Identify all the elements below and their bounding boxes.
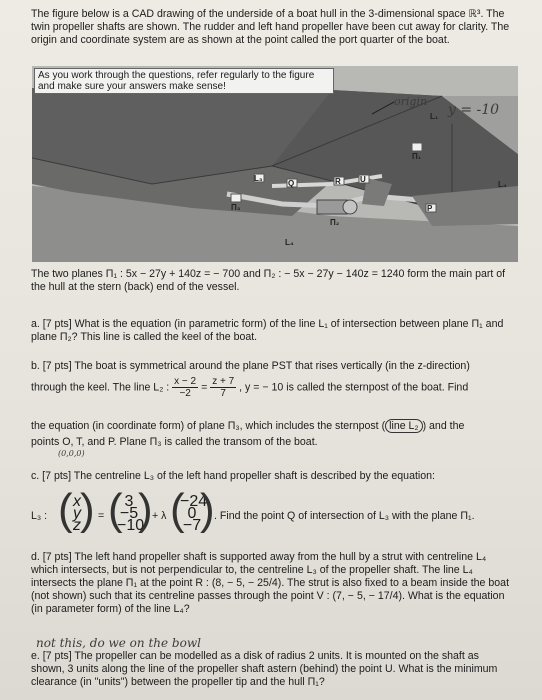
question-b-line3 xyxy=(31,420,509,433)
circled-line-l2: line L₂ xyxy=(385,419,422,433)
lambda: + λ xyxy=(152,510,167,522)
vec-x: x xyxy=(73,493,81,510)
dir-x: −24 xyxy=(180,493,208,510)
point-y: −5 xyxy=(119,505,139,522)
y-annotation: y = -10 xyxy=(448,102,500,118)
label-r: R xyxy=(335,177,341,186)
qc-find: . Find the point Q of intersection of L₃ with the plane Π₁. xyxy=(214,510,475,522)
paren-left-3: ( xyxy=(170,485,185,534)
equals-sign: = xyxy=(201,381,208,394)
fraction-z xyxy=(210,376,236,399)
fraction-x-num: x − 2 xyxy=(174,376,197,387)
label-l3: L₃ xyxy=(254,174,263,183)
vec-z: z xyxy=(73,517,81,534)
fraction-x-den: −2 xyxy=(179,388,191,399)
qb3-pre: the equation (in coordinate form) of plane Π₃, which includes the sternpost ( xyxy=(31,420,386,432)
question-e: e. [7 pts] The propeller can be modelled as a disk of radius 2 units. It is mounted on the shaft as shown, 3 units along the line of the propeller shaft astern (behind) the point U. What is the minimum clearance (in "units") between the propeller tip and the hull Π₁? xyxy=(31,650,498,688)
qb-prefix: through the keel. The line L₂ : xyxy=(31,381,170,394)
label-pi2: Π₂ xyxy=(330,218,340,227)
fraction-z-num: z + 7 xyxy=(212,376,235,387)
handwritten-note: not this, do we on the bowl xyxy=(36,636,201,650)
label-u: U xyxy=(360,175,366,184)
figure-callout: As you work through the questions, refer regularly to the figure and make sure your answers make sense! xyxy=(34,68,334,94)
dir-y: 0 xyxy=(187,505,197,522)
label-p: P xyxy=(427,204,433,213)
paren-left-1: ( xyxy=(58,485,73,534)
fraction-z-den: 7 xyxy=(220,388,226,399)
origin-annotation: origin xyxy=(394,95,428,108)
label-l4-bottom: L₄ xyxy=(285,238,294,247)
paren-left-2: ( xyxy=(108,485,123,534)
label-pi1: Π₁ xyxy=(412,152,422,161)
question-b-line4: points O, T, and P. Plane Π₃ is called the transom of the boat. xyxy=(31,436,318,448)
equals: = xyxy=(98,510,105,522)
qb3-post: ) and the xyxy=(422,420,465,432)
fraction-x xyxy=(172,376,198,399)
vec-y: y xyxy=(73,505,81,522)
question-b-line2 xyxy=(31,376,509,399)
paren-right-2: ) xyxy=(138,485,153,534)
intro-paragraph: The figure below is a CAD drawing of the underside of a boat hull in the 3-dimensional space ℝ³. The twin propeller shafts are shown. The rudder and left hand propeller have been cut away for clarity. The origin and coordinate system are as shown at the point called the port quarter of the boat. xyxy=(31,8,510,46)
question-c: c. [7 pts] The centreline L₃ of the left hand propeller shaft is described by the equation: xyxy=(31,470,435,482)
paren-right-1: ) xyxy=(80,485,95,534)
qb-suffix: , y = − 10 is called the sternpost of the boat. Find xyxy=(239,381,469,394)
label-q: Q xyxy=(288,179,295,188)
handwritten-origin: (0,0,0) xyxy=(58,449,85,458)
label-l4: L₄ xyxy=(498,180,507,189)
hull-drawing xyxy=(32,66,518,262)
paren-right-3: ) xyxy=(200,485,215,534)
question-d: d. [7 pts] The left hand propeller shaft is supported away from the hull by a strut with centreline L₄ which intersects, but is not perpendicular to, the centreline L₃ of the propeller shaft. The line L₄ intersects the plane Π₁ at the point R : (8, − 5, − 25/4). The strut is also fixed to a beam inside the boat (not shown) such that its centreline passes through the point V : (7, − 5, − 17/4). What is the equation (in parameter form) of the line L₄? xyxy=(31,551,510,615)
l3-label: L₃ : xyxy=(31,510,48,522)
dir-z: −7 xyxy=(182,517,202,534)
point-z: −10 xyxy=(117,517,145,534)
question-a: a. [7 pts] What is the equation (in parametric form) of the line L₁ of intersection between plane Π₁ and plane Π₂? This line is called the keel of the boat. xyxy=(31,318,504,343)
boat-hull-figure xyxy=(32,66,518,262)
point-x: 3 xyxy=(124,493,134,510)
question-b-line1: b. [7 pts] The boat is symmetrical around the plane PST that rises vertically (in the z-direction) xyxy=(31,360,470,372)
planes-paragraph: The two planes Π₁ : 5x − 27y + 140z = − 700 and Π₂ : − 5x − 27y − 140z = 1240 form the main part of the hull at the stern (back) end of the vessel. xyxy=(31,268,506,293)
label-l2: L₁ xyxy=(430,112,439,121)
label-pi3: Π₃ xyxy=(231,203,241,212)
